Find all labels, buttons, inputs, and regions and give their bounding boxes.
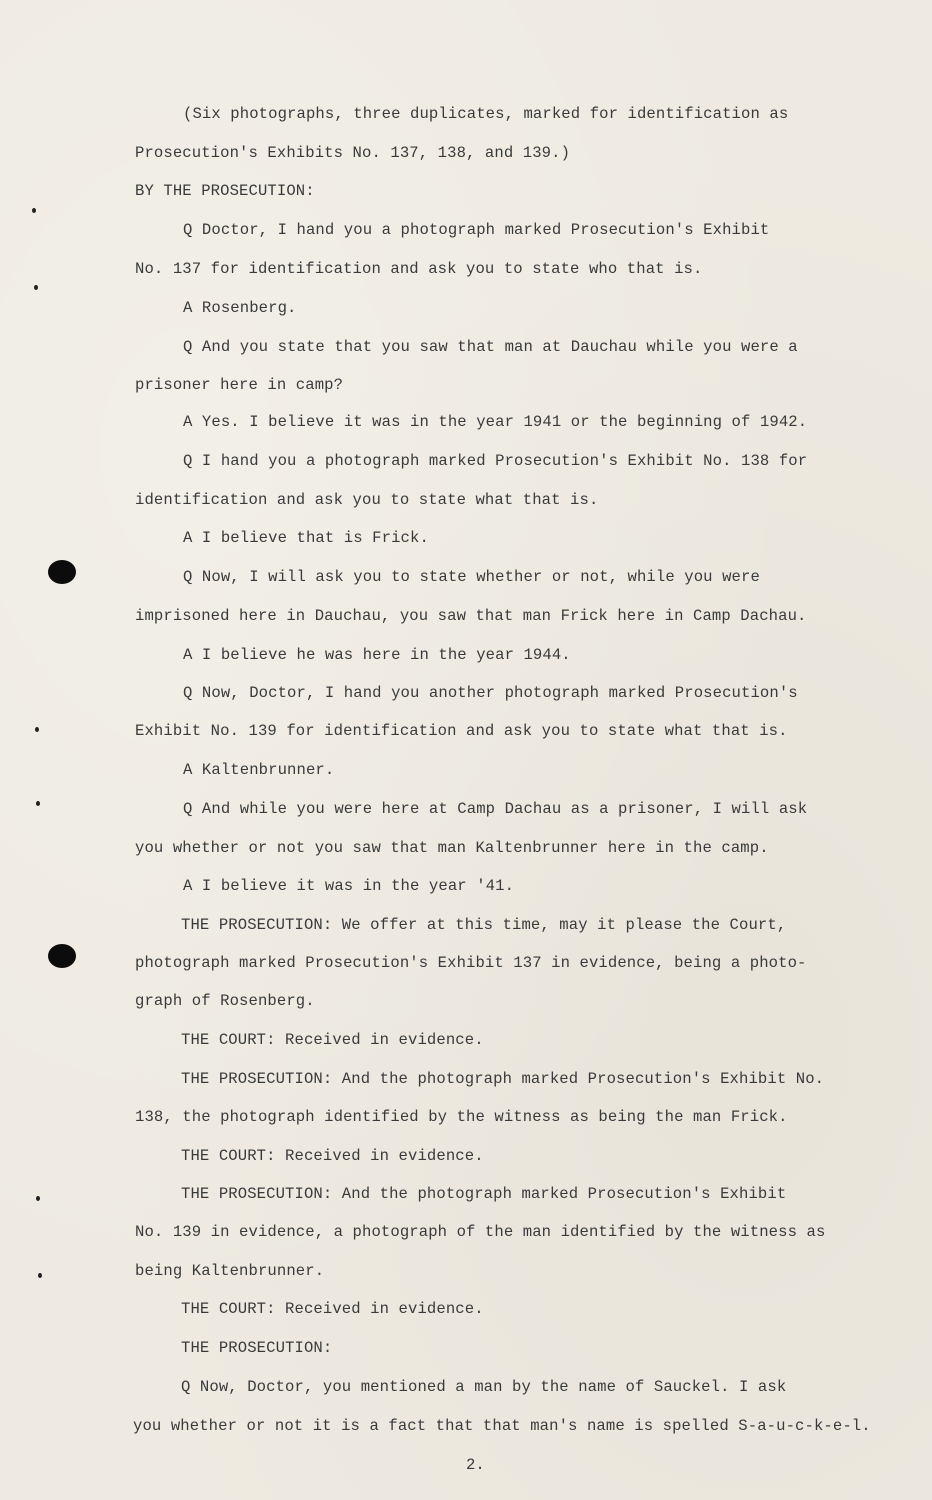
answer-line: A Yes. I believe it was in the year 1941 or the beginning of 1942.	[183, 413, 808, 431]
question-line: Q And you state that you saw that man at Dauchau while you were a	[183, 338, 798, 356]
text-line: graph of Rosenberg.	[135, 992, 315, 1010]
section-heading: BY THE PROSECUTION:	[135, 182, 315, 200]
text-line: imprisoned here in Dauchau, you saw that man Frick here in Camp Dachau.	[135, 607, 807, 625]
margin-mark	[32, 208, 36, 213]
answer-line: A I believe he was here in the year 1944.	[183, 646, 571, 664]
question-line: Q Now, Doctor, you mentioned a man by the name of Sauckel. I ask	[181, 1378, 787, 1396]
text-line: identification and ask you to state what that is.	[135, 491, 599, 509]
text-line: Prosecution's Exhibits No. 137, 138, and 139.)	[135, 144, 571, 162]
court-statement: THE COURT: Received in evidence.	[181, 1300, 484, 1318]
margin-mark	[38, 1273, 42, 1278]
answer-line: A I believe that is Frick.	[183, 529, 429, 547]
margin-mark	[36, 1196, 40, 1201]
prosecution-statement: THE PROSECUTION: And the photograph marked Prosecution's Exhibit No.	[181, 1070, 825, 1088]
answer-line: A I believe it was in the year '41.	[183, 877, 515, 895]
text-line: being Kaltenbrunner.	[135, 1262, 325, 1280]
prosecution-statement: THE PROSECUTION: We offer at this time, may it please the Court,	[181, 916, 787, 934]
text-line: No. 137 for identification and ask you to state who that is.	[135, 260, 703, 278]
text-line: (Six photographs, three duplicates, marked for identification as	[183, 105, 789, 123]
text-line: photograph marked Prosecution's Exhibit 137 in evidence, being a photo-	[135, 954, 807, 972]
prosecution-statement: THE PROSECUTION: And the photograph marked Prosecution's Exhibit	[181, 1185, 787, 1203]
question-line: Q I hand you a photograph marked Prosecution's Exhibit No. 138 for	[183, 452, 808, 470]
text-line: Exhibit No. 139 for identification and ask you to state what that is.	[135, 722, 788, 740]
question-line: Q Now, I will ask you to state whether or not, while you were	[183, 568, 760, 586]
question-line: Q Now, Doctor, I hand you another photograph marked Prosecution's	[183, 684, 798, 702]
question-line: Q Doctor, I hand you a photograph marked Prosecution's Exhibit	[183, 221, 770, 239]
question-line: Q And while you were here at Camp Dachau as a prisoner, I will ask	[183, 800, 808, 818]
page-number: 2.	[466, 1456, 485, 1474]
text-line: No. 139 in evidence, a photograph of the man identified by the witness as	[135, 1223, 826, 1241]
text-line: you whether or not it is a fact that that man's name is spelled S-a-u-c-k-e-l.	[133, 1417, 871, 1435]
text-line: prisoner here in camp?	[135, 376, 344, 394]
court-statement: THE COURT: Received in evidence.	[181, 1147, 484, 1165]
margin-mark	[34, 285, 38, 290]
punch-hole-bottom	[48, 944, 76, 968]
answer-line: A Rosenberg.	[183, 299, 297, 317]
text-line: 138, the photograph identified by the witness as being the man Frick.	[135, 1108, 788, 1126]
answer-line: A Kaltenbrunner.	[183, 761, 335, 779]
court-statement: THE COURT: Received in evidence.	[181, 1031, 484, 1049]
punch-hole-top	[48, 560, 76, 584]
margin-mark	[36, 801, 40, 806]
text-line: you whether or not you saw that man Kaltenbrunner here in the camp.	[135, 839, 769, 857]
section-heading: THE PROSECUTION:	[181, 1339, 333, 1357]
margin-mark	[35, 727, 39, 732]
